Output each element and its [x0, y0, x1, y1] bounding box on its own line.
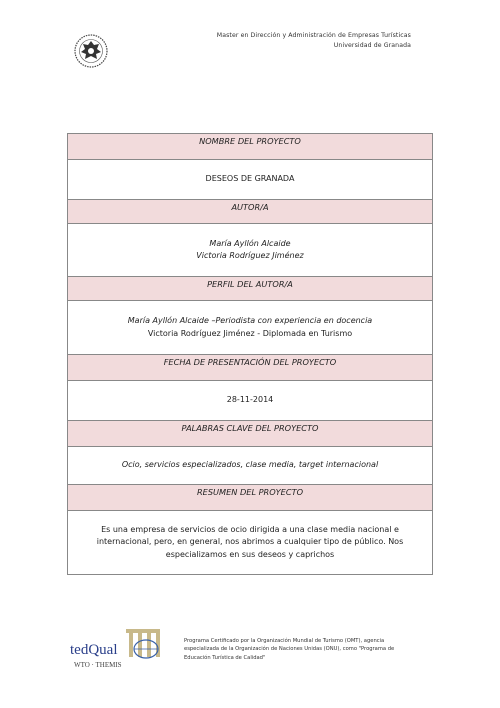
keywords-row [68, 447, 432, 485]
document-header [217, 31, 411, 51]
project-name-header [68, 134, 432, 160]
project-name-label: NOMBRE DEL PROYECTO [199, 136, 301, 146]
profile-row [68, 301, 432, 355]
footer-certification-text: Programa Certificado por la Organización Mundial de Turismo (OMT), agencia especializada de la Organización de Naciones Unidas (ONU), como "Programa de Educación Turística de Calidad" [184, 638, 395, 661]
profile-header [68, 277, 432, 301]
logo-sub-text: WTO · THEMIS [74, 661, 122, 669]
date-value: 28-11-2014 [226, 395, 274, 405]
project-name-row [68, 160, 432, 200]
header-university-name: Universidad de Granada [333, 42, 411, 49]
tedqual-logo-icon [68, 627, 168, 671]
tedqual-logo [68, 627, 168, 671]
keywords-value: Ocio, servicios especializados, clase media, target internacional [121, 460, 379, 470]
summary-header [68, 485, 432, 511]
date-row [68, 381, 432, 421]
project-form-table [67, 133, 433, 575]
summary-label: RESUMEN DEL PROYECTO [196, 487, 304, 497]
author-1: María Ayllón Alcaide [209, 238, 291, 248]
profile-1-name: María Ayllón Alcaide [127, 316, 209, 325]
author-label: AUTOR/A [231, 202, 269, 212]
profile-label: PERFIL DEL AUTOR/A [207, 279, 293, 289]
logo-main-text: tedQual [70, 642, 118, 658]
date-header [68, 355, 432, 381]
date-label: FECHA DE PRESENTACIÓN DEL PROYECTO [163, 357, 337, 367]
author-header [68, 200, 432, 224]
profile-2: Victoria Rodríguez Jiménez - Diplomada en Turismo [147, 328, 353, 338]
profile-1-desc: –Periodista con experiencia en docencia [208, 316, 373, 325]
summary-row [68, 511, 432, 574]
project-name-value: DESEOS DE GRANADA [205, 174, 295, 184]
author-row [68, 224, 432, 277]
author-2: Victoria Rodríguez Jiménez [196, 251, 304, 260]
keywords-header [68, 421, 432, 447]
keywords-label: PALABRAS CLAVE DEL PROYECTO [181, 423, 319, 433]
university-seal-icon [70, 33, 112, 69]
summary-value: Es una empresa de servicios de ocio dirigida a una clase media nacional e internacional, pero, en general, nos abrimos a cualquier tipo de público. Nos especializamos en sus deseos y caprichos [96, 524, 404, 559]
header-program-title: Master en Dirección y Administración de Empresas Turísticas [216, 32, 411, 39]
